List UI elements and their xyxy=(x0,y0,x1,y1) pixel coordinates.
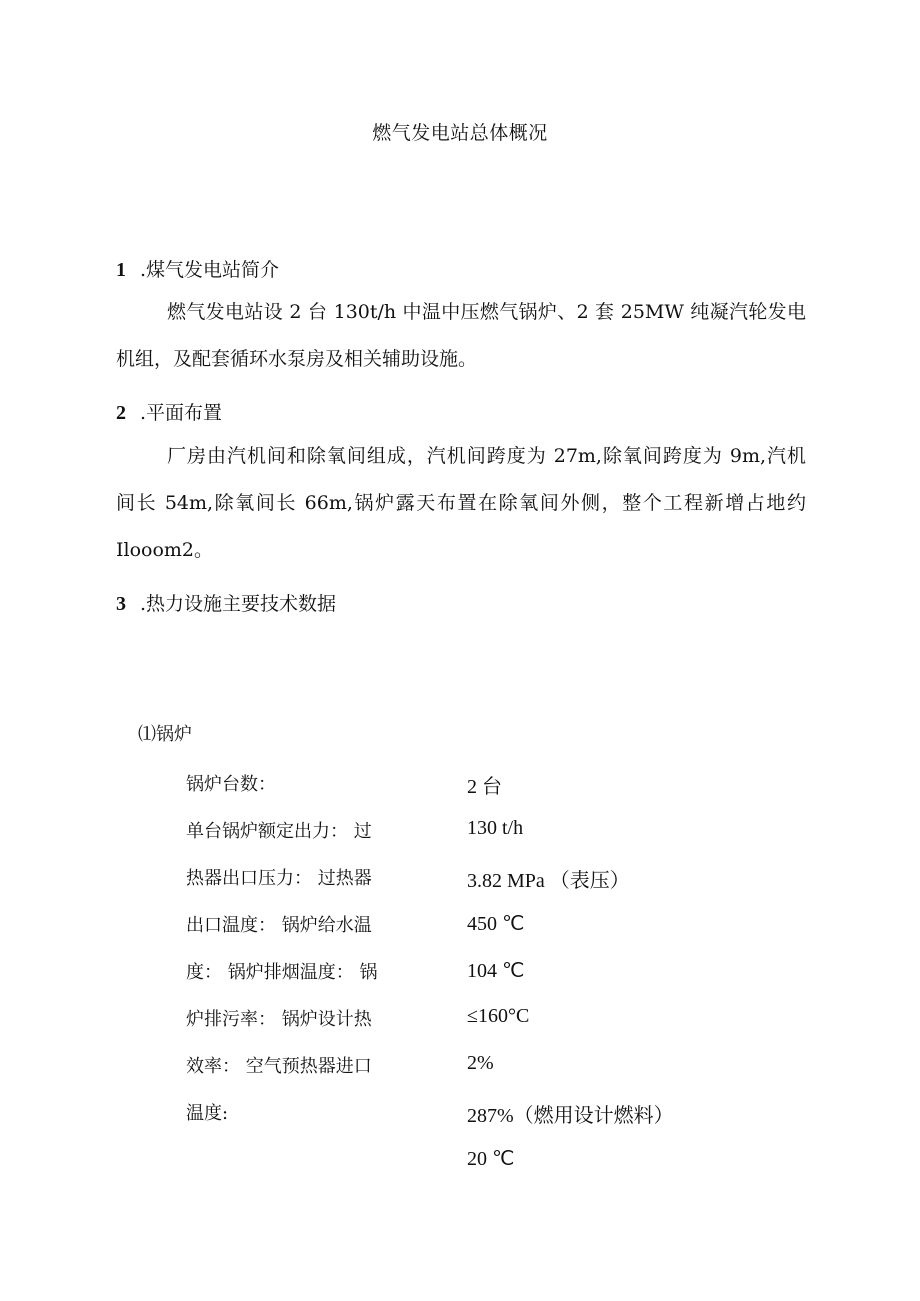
section-number: 1 xyxy=(116,259,126,281)
spec-label: 炉排污率： 锅炉设计热 xyxy=(186,1009,372,1030)
spec-row xyxy=(186,764,706,811)
section-1-paragraph xyxy=(116,289,806,383)
spec-label: 锅炉台数： xyxy=(186,774,276,795)
section-title: .热力设施主要技术数据 xyxy=(140,593,337,615)
spec-row xyxy=(186,1046,706,1093)
paragraph-line: 间长 54m,除氧间长 66m,锅炉露天布置在除氧间外侧，整个工程新增占地约 xyxy=(116,492,806,514)
spec-label: 热器出口压力： 过热器 xyxy=(186,868,372,889)
section-number: 2 xyxy=(116,402,126,424)
boiler-spec-table xyxy=(186,764,706,1187)
spec-value: 450 ℃ xyxy=(467,913,525,935)
paragraph-line: 燃气发电站设 2 台 130t/h 中温中压燃气锅炉、2 套 25MW 纯凝汽轮发电 xyxy=(167,301,806,323)
spec-row xyxy=(186,999,706,1046)
page-title: 燃气发电站总体概况 xyxy=(372,122,548,144)
section-heading-3 xyxy=(116,589,336,616)
spec-row xyxy=(186,952,706,999)
spec-value: 104 ℃ xyxy=(467,960,525,982)
spec-row xyxy=(186,858,706,905)
section-title: .平面布置 xyxy=(140,402,223,424)
section-heading-2 xyxy=(116,398,222,425)
section-title: .煤气发电站简介 xyxy=(140,259,280,281)
spec-value: 20 ℃ xyxy=(467,1148,515,1170)
paragraph-line: Ilooom2。 xyxy=(116,539,214,561)
spec-value: 2% xyxy=(467,1052,494,1074)
spec-row xyxy=(186,1093,706,1140)
spec-value: 2 台 xyxy=(467,776,502,798)
spec-label: 度： 锅炉排烟温度： 锅 xyxy=(186,962,378,983)
spec-row xyxy=(186,905,706,952)
section-2-paragraph xyxy=(116,433,806,574)
paragraph-line: 机组，及配套循环水泵房及相关辅助设施。 xyxy=(116,348,478,370)
spec-value: 287%（燃用设计燃料） xyxy=(467,1105,674,1127)
section-heading-1 xyxy=(116,255,279,282)
spec-row xyxy=(186,811,706,858)
spec-value: 130 t/h xyxy=(467,817,524,839)
spec-row xyxy=(186,1140,706,1187)
spec-label: 单台锅炉额定出力： 过 xyxy=(186,821,372,842)
section-number: 3 xyxy=(116,593,126,615)
paragraph-line: 厂房由汽机间和除氧间组成，汽机间跨度为 27m,除氧间跨度为 9m,汽机 xyxy=(167,445,806,467)
spec-label: 效率： 空气预热器进口 xyxy=(186,1056,372,1077)
boiler-subheading: ⑴锅炉 xyxy=(138,724,192,745)
spec-label: 温度: xyxy=(186,1103,229,1124)
spec-value: 3.82 MPa （表压） xyxy=(467,870,630,892)
spec-label: 出口温度： 锅炉给水温 xyxy=(186,915,372,936)
spec-value: ≤160°C xyxy=(467,1005,530,1027)
